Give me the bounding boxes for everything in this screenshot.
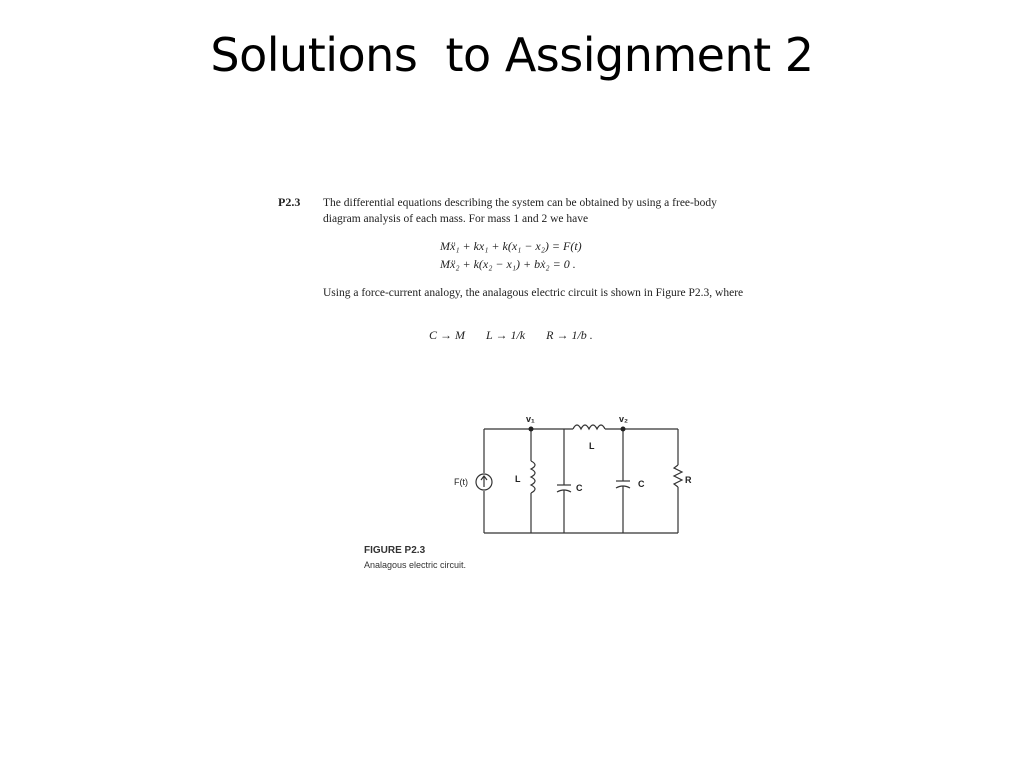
problem-intro: The differential equations describing the system can be obtained by using a free-body diagram analysis of each mass. For mass 1 and 2 we have <box>323 197 717 225</box>
label-source: F(t) <box>454 477 468 487</box>
resistor <box>674 465 682 487</box>
figure-title: FIGURE P2.3 <box>364 545 426 556</box>
equation-1: Mẍ₁ + kx₁ + k(x₁ − x₂) = F(t) <box>440 239 582 253</box>
problem-label: P2.3 <box>278 195 301 209</box>
analogy-text: Using a force-current analogy, the analagous electric circuit is shown in Figure P2.3, where <box>323 287 744 299</box>
equation-2: Mẍ₂ + k(x₂ − x₁) + bẋ₂ = 0 . <box>440 257 576 271</box>
label-shunt-inductor: L <box>515 474 521 484</box>
label-capacitor-2: C <box>638 479 645 489</box>
figure-caption: Analagous electric circuit. <box>364 560 467 570</box>
slide-title: Solutions to Assignment 2 <box>210 28 814 82</box>
analogy-mapping: C → M L → 1/k R → 1/b . <box>429 328 593 342</box>
label-v1: v₁ <box>526 414 535 424</box>
label-series-inductor: L <box>589 441 595 451</box>
circuit-diagram <box>440 405 710 545</box>
series-inductor <box>573 425 605 429</box>
shunt-inductor <box>531 461 535 493</box>
label-resistor: R <box>685 475 692 485</box>
node-v1 <box>529 427 534 432</box>
label-v2: v₂ <box>619 414 629 424</box>
node-v2 <box>621 427 626 432</box>
label-capacitor-1: C <box>576 483 583 493</box>
